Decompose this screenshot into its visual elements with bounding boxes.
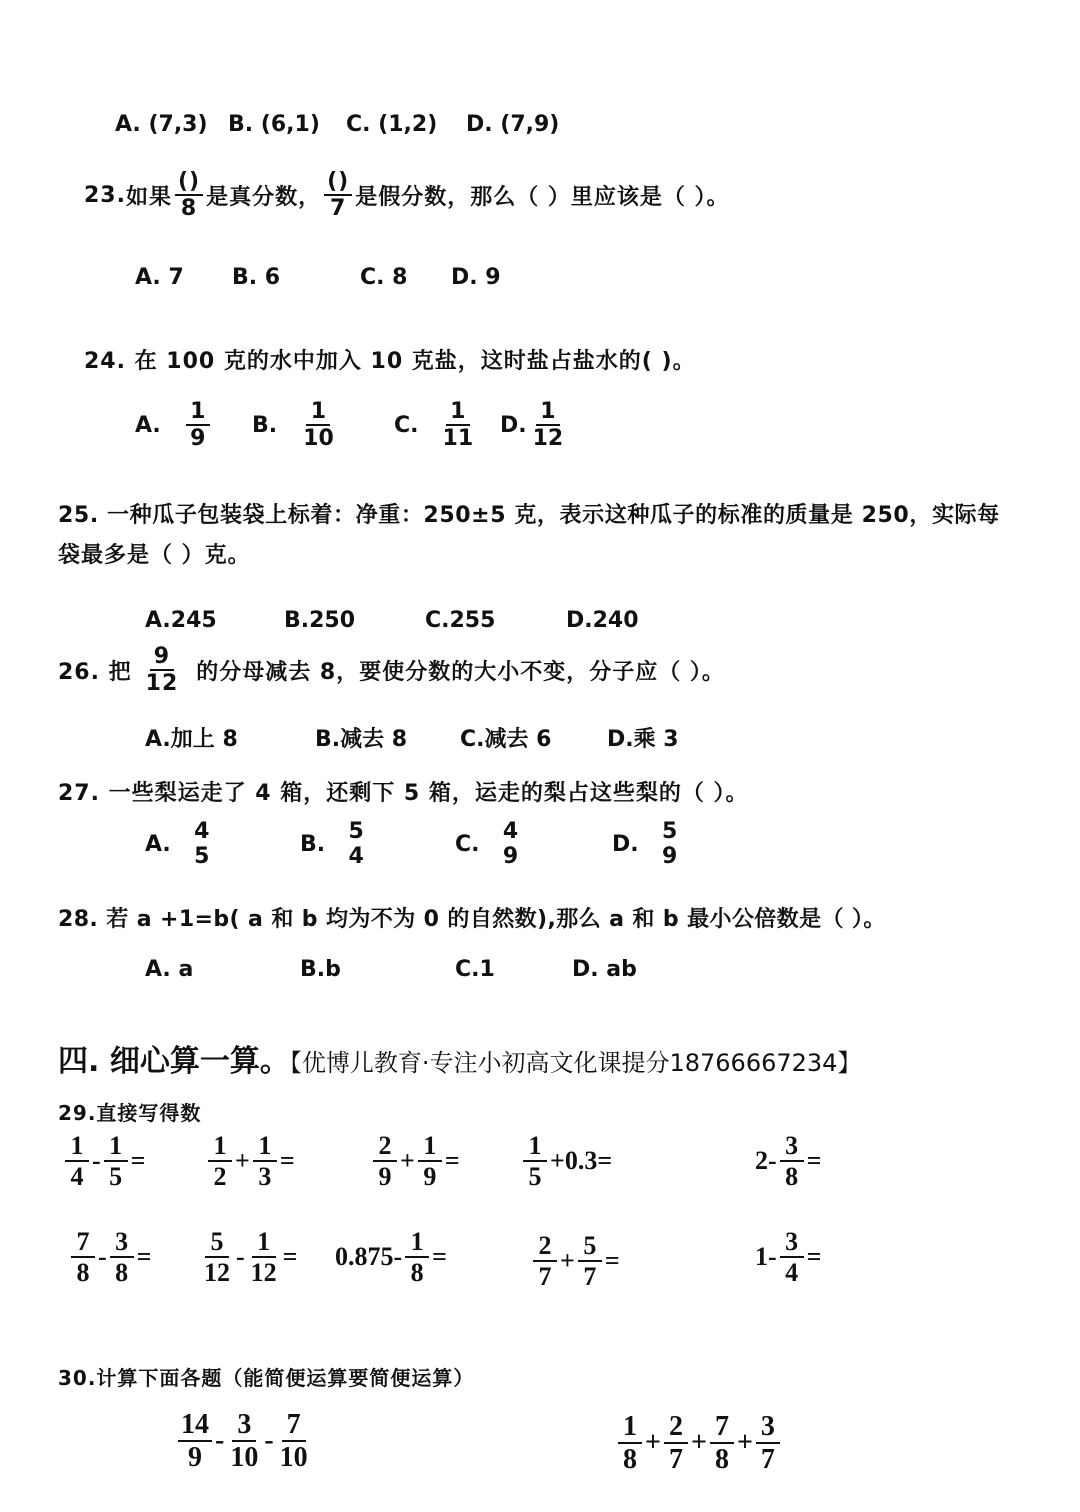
q26-option-b: B.减去 8 bbox=[315, 727, 408, 752]
q30-expression-2: $\frac{1}{8}$ + $\frac{2}{7}$ + $\frac{7}{8}$ + $\frac{3}{7}$ bbox=[615, 1412, 783, 1475]
q28-option-c: C.1 bbox=[455, 957, 495, 982]
q23-question: 23.如果 $\frac{()}{8}$ 是真分数， $\frac{()}{7}$ 是假分数，那么（ ）里应该是（ ）。 bbox=[84, 169, 730, 222]
q25-option-c: C.255 bbox=[425, 608, 496, 633]
q24-option-b: B. $\frac{1}{10}$ bbox=[252, 399, 334, 452]
q25-option-a: A.245 bbox=[145, 608, 217, 633]
q26-option-c: C.减去 6 bbox=[460, 727, 552, 752]
q27-option-b: B. 5 4 bbox=[300, 819, 364, 870]
q22-option-d: D. (7,9) bbox=[466, 112, 560, 137]
q25-option-b: B.250 bbox=[284, 608, 356, 633]
q29-item-10: 1- $\frac{3}{4}$ = bbox=[755, 1227, 822, 1288]
q27-question: 27. 一些梨运走了 4 箱，还剩下 5 箱，运走的梨占这些梨的（ ）。 bbox=[58, 781, 749, 806]
q24-question: 24. 在 100 克的水中加入 10 克盐，这时盐占盐水的( )。 bbox=[84, 349, 696, 374]
q23-option-c: C. 8 bbox=[360, 265, 408, 290]
q27-option-c: C. 4 9 bbox=[455, 819, 519, 870]
q29-item-3: $\frac{2}{9}$ + $\frac{1}{9}$ = bbox=[370, 1132, 460, 1191]
q25-question-line2: 袋最多是（ ）克。 bbox=[58, 543, 251, 568]
q23-option-a: A. 7 bbox=[135, 265, 184, 290]
q26-option-a: A.加上 8 bbox=[145, 727, 238, 752]
q30-title: 30.计算下面各题（能简便运算要简便运算） bbox=[58, 1366, 475, 1390]
q26-fraction: $\frac{9}{12}$ bbox=[145, 644, 179, 697]
section-4-heading bbox=[58, 1036, 861, 1080]
q28-option-a: A. a bbox=[145, 957, 194, 982]
section-4-title: 四. 细心算一算。 bbox=[58, 1044, 290, 1079]
q26-question: 26. 把 $\frac{9}{12}$ 的分母减去 8，要使分数的大小不变，分子应（ ）。 bbox=[58, 644, 725, 697]
q23-option-b: B. 6 bbox=[232, 265, 281, 290]
q28-option-b: B.b bbox=[300, 957, 341, 982]
q28-option-d: D. ab bbox=[572, 957, 637, 982]
q23-option-d: D. 9 bbox=[451, 265, 501, 290]
q29-item-9: $\frac{2}{7}$ + $\frac{5}{7}$ = bbox=[530, 1232, 620, 1291]
section-4-subtitle: 【优博儿教育·专注小初高文化课提分18766667234】 bbox=[289, 1049, 862, 1077]
q29-item-5: 2- $\frac{3}{8}$ = bbox=[755, 1131, 822, 1192]
q22-option-c: C. (1,2) bbox=[346, 112, 438, 137]
q29-item-6: $\frac{7}{8}$ - $\frac{3}{8}$ = bbox=[68, 1228, 152, 1287]
q29-item-2: $\frac{1}{2}$ + $\frac{1}{3}$ = bbox=[205, 1132, 295, 1191]
q23-fraction-2: $\frac{()}{7}$ bbox=[324, 170, 352, 220]
q29-item-4: $\frac{1}{5}$ +0.3= bbox=[520, 1132, 612, 1191]
q29-title: 29.直接写得数 bbox=[58, 1101, 202, 1125]
q22-option-a: A. (7,3) bbox=[115, 112, 208, 137]
q25-question-line1: 25. 一种瓜子包装袋上标着：净重：250±5 克，表示这种瓜子的标准的质量是 250，实际每 bbox=[58, 503, 1000, 528]
q29-item-7: $\frac{5}{12}$ - $\frac{1}{12}$ = bbox=[204, 1227, 298, 1288]
q28-question: 28. 若 a +1=b( a 和 b 均为不为 0 的自然数),那么 a 和 b 最小公倍数是（ ）。 bbox=[58, 907, 886, 932]
q24-option-c: C. $\frac{1}{11}$ bbox=[394, 399, 474, 452]
q30-expression-1: $\frac{14}{9}$ - $\frac{3}{10}$ - $\frac{7}{10}$ bbox=[175, 1410, 314, 1473]
q27-option-d: D. 5 9 bbox=[612, 819, 678, 870]
q29-item-8: 0.875- $\frac{1}{8}$ = bbox=[335, 1227, 447, 1288]
q25-option-d: D.240 bbox=[566, 608, 639, 633]
q22-option-b: B. (6,1) bbox=[228, 112, 320, 137]
q23-fraction-1: $\frac{()}{8}$ bbox=[175, 170, 203, 220]
q29-item-1: $\frac{1}{4}$ - $\frac{1}{5}$ = bbox=[62, 1132, 146, 1191]
q24-option-d: D. $\frac{1}{12}$ bbox=[500, 399, 564, 452]
q26-option-d: D.乘 3 bbox=[607, 727, 679, 752]
q24-option-a: A. $\frac{1}{9}$ bbox=[135, 400, 213, 450]
q27-option-a: A. 4 5 bbox=[145, 819, 210, 870]
